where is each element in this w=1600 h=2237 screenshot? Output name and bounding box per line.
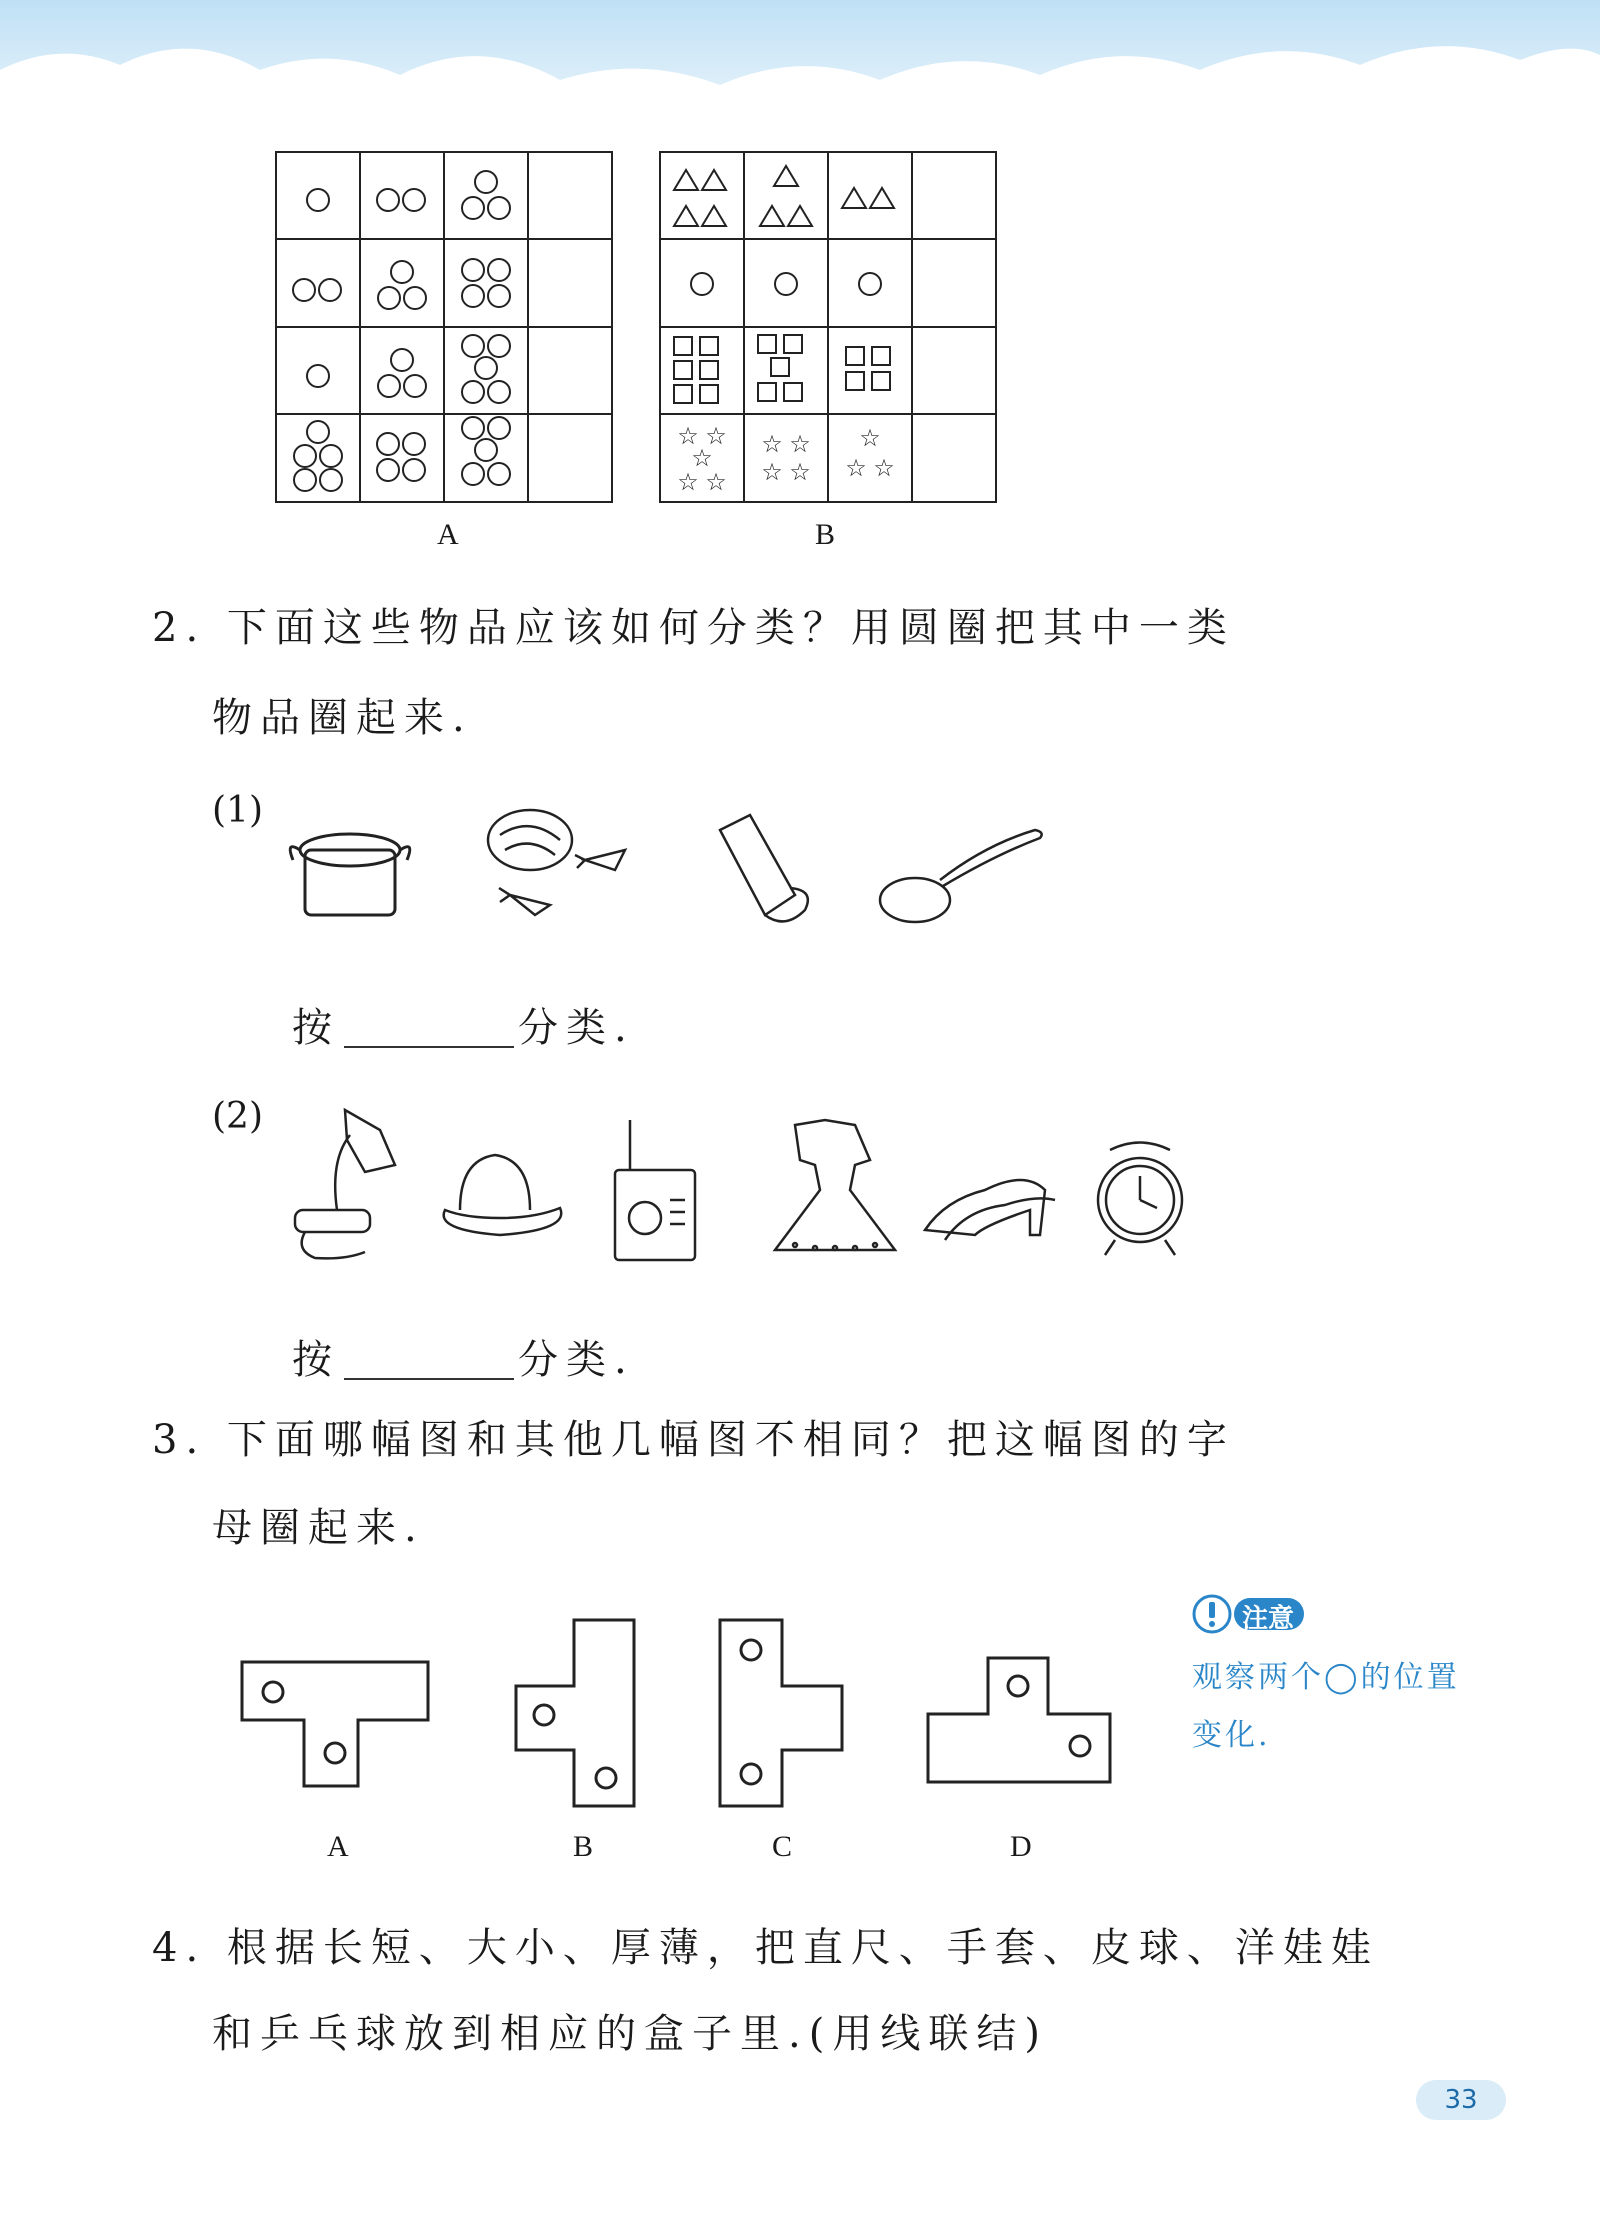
note-badge-label: 注意	[1242, 1604, 1295, 1634]
q2-part2-answer-suffix: 分类.	[518, 1337, 635, 1383]
note-line2: 变化.	[1192, 1718, 1271, 1753]
sky-cloud-header	[0, 0, 1600, 140]
shape-b-label[interactable]: B	[573, 1830, 594, 1863]
q2-part1-answer-prefix: 按	[292, 1005, 340, 1051]
shape-a-label[interactable]: A	[327, 1830, 349, 1863]
q2-part1-items	[285, 800, 1065, 960]
shape-d	[928, 1658, 1110, 1782]
q2-part1-number: (1)	[212, 790, 263, 831]
high-heel-shoes-icon	[925, 1180, 1055, 1240]
q2-part1-answer-blank[interactable]	[344, 1010, 514, 1048]
q2-text-line1: 2. 下面这些物品应该如何分类？用圆圈把其中一类	[152, 605, 1235, 651]
q4-text-line2: 和乒乓球放到相应的盒子里.(用线联结)	[212, 2011, 1048, 2057]
table-b-stars	[677, 422, 895, 496]
q2-part2-answer-blank[interactable]	[344, 1342, 514, 1380]
shape-d-label[interactable]: D	[1010, 1830, 1032, 1863]
q4-text-line1: 4. 根据长短、大小、厚薄，把直尺、手套、皮球、洋娃娃	[152, 1925, 1379, 1971]
svg-text:☆: ☆	[859, 424, 881, 452]
svg-text:☆: ☆	[789, 458, 811, 486]
svg-text:☆: ☆	[761, 458, 783, 486]
table-a-circles	[293, 171, 510, 491]
q3-shapes	[230, 1610, 1130, 1810]
q2-part2-number: (2)	[212, 1096, 263, 1137]
svg-text:☆: ☆	[845, 454, 867, 482]
q3-text-line1: 3. 下面哪幅图和其他几幅图不相同？把这幅图的字	[152, 1417, 1235, 1463]
shape-a	[242, 1662, 428, 1786]
alarm-clock-icon	[1098, 1143, 1182, 1256]
eraser-icon	[720, 815, 808, 921]
shape-b	[516, 1620, 634, 1806]
svg-text:☆: ☆	[789, 430, 811, 458]
table-b-label: B	[815, 518, 836, 551]
svg-text:☆: ☆	[705, 468, 727, 496]
svg-text:☆: ☆	[677, 468, 699, 496]
q1-figures	[270, 150, 1010, 560]
table-a-label: A	[437, 518, 459, 551]
spoon-icon	[880, 830, 1042, 922]
page-number: 33	[1444, 2085, 1478, 2115]
dress-icon	[775, 1120, 895, 1250]
svg-text:☆: ☆	[761, 430, 783, 458]
note-line1: 观察两个◯的位置	[1192, 1660, 1460, 1695]
shape-c-label[interactable]: C	[772, 1830, 793, 1863]
svg-text:☆: ☆	[873, 454, 895, 482]
q2-text-line2: 物品圈起来.	[212, 695, 473, 741]
note-badge	[1192, 1594, 1312, 1634]
svg-text:☆: ☆	[705, 422, 727, 450]
q2-part1-answer-suffix: 分类.	[518, 1005, 635, 1051]
q3-text-line2: 母圈起来.	[212, 1505, 425, 1551]
q2-part2-answer	[292, 1337, 635, 1383]
table-b-shapes	[674, 166, 894, 403]
q2-part1-answer	[292, 1005, 635, 1051]
page-number-badge	[1416, 2080, 1506, 2120]
radio-icon	[615, 1120, 695, 1260]
table-a	[276, 152, 612, 502]
svg-text:☆: ☆	[677, 422, 699, 450]
q2-part2-items	[285, 1100, 1205, 1270]
pot-icon	[290, 834, 410, 915]
shape-c	[720, 1620, 842, 1806]
desk-lamp-icon	[295, 1110, 395, 1258]
cabbage-carrot-icon	[488, 810, 625, 915]
svg-text:☆: ☆	[691, 444, 713, 472]
q2-part2-answer-prefix: 按	[292, 1337, 340, 1383]
hat-icon	[444, 1155, 562, 1235]
